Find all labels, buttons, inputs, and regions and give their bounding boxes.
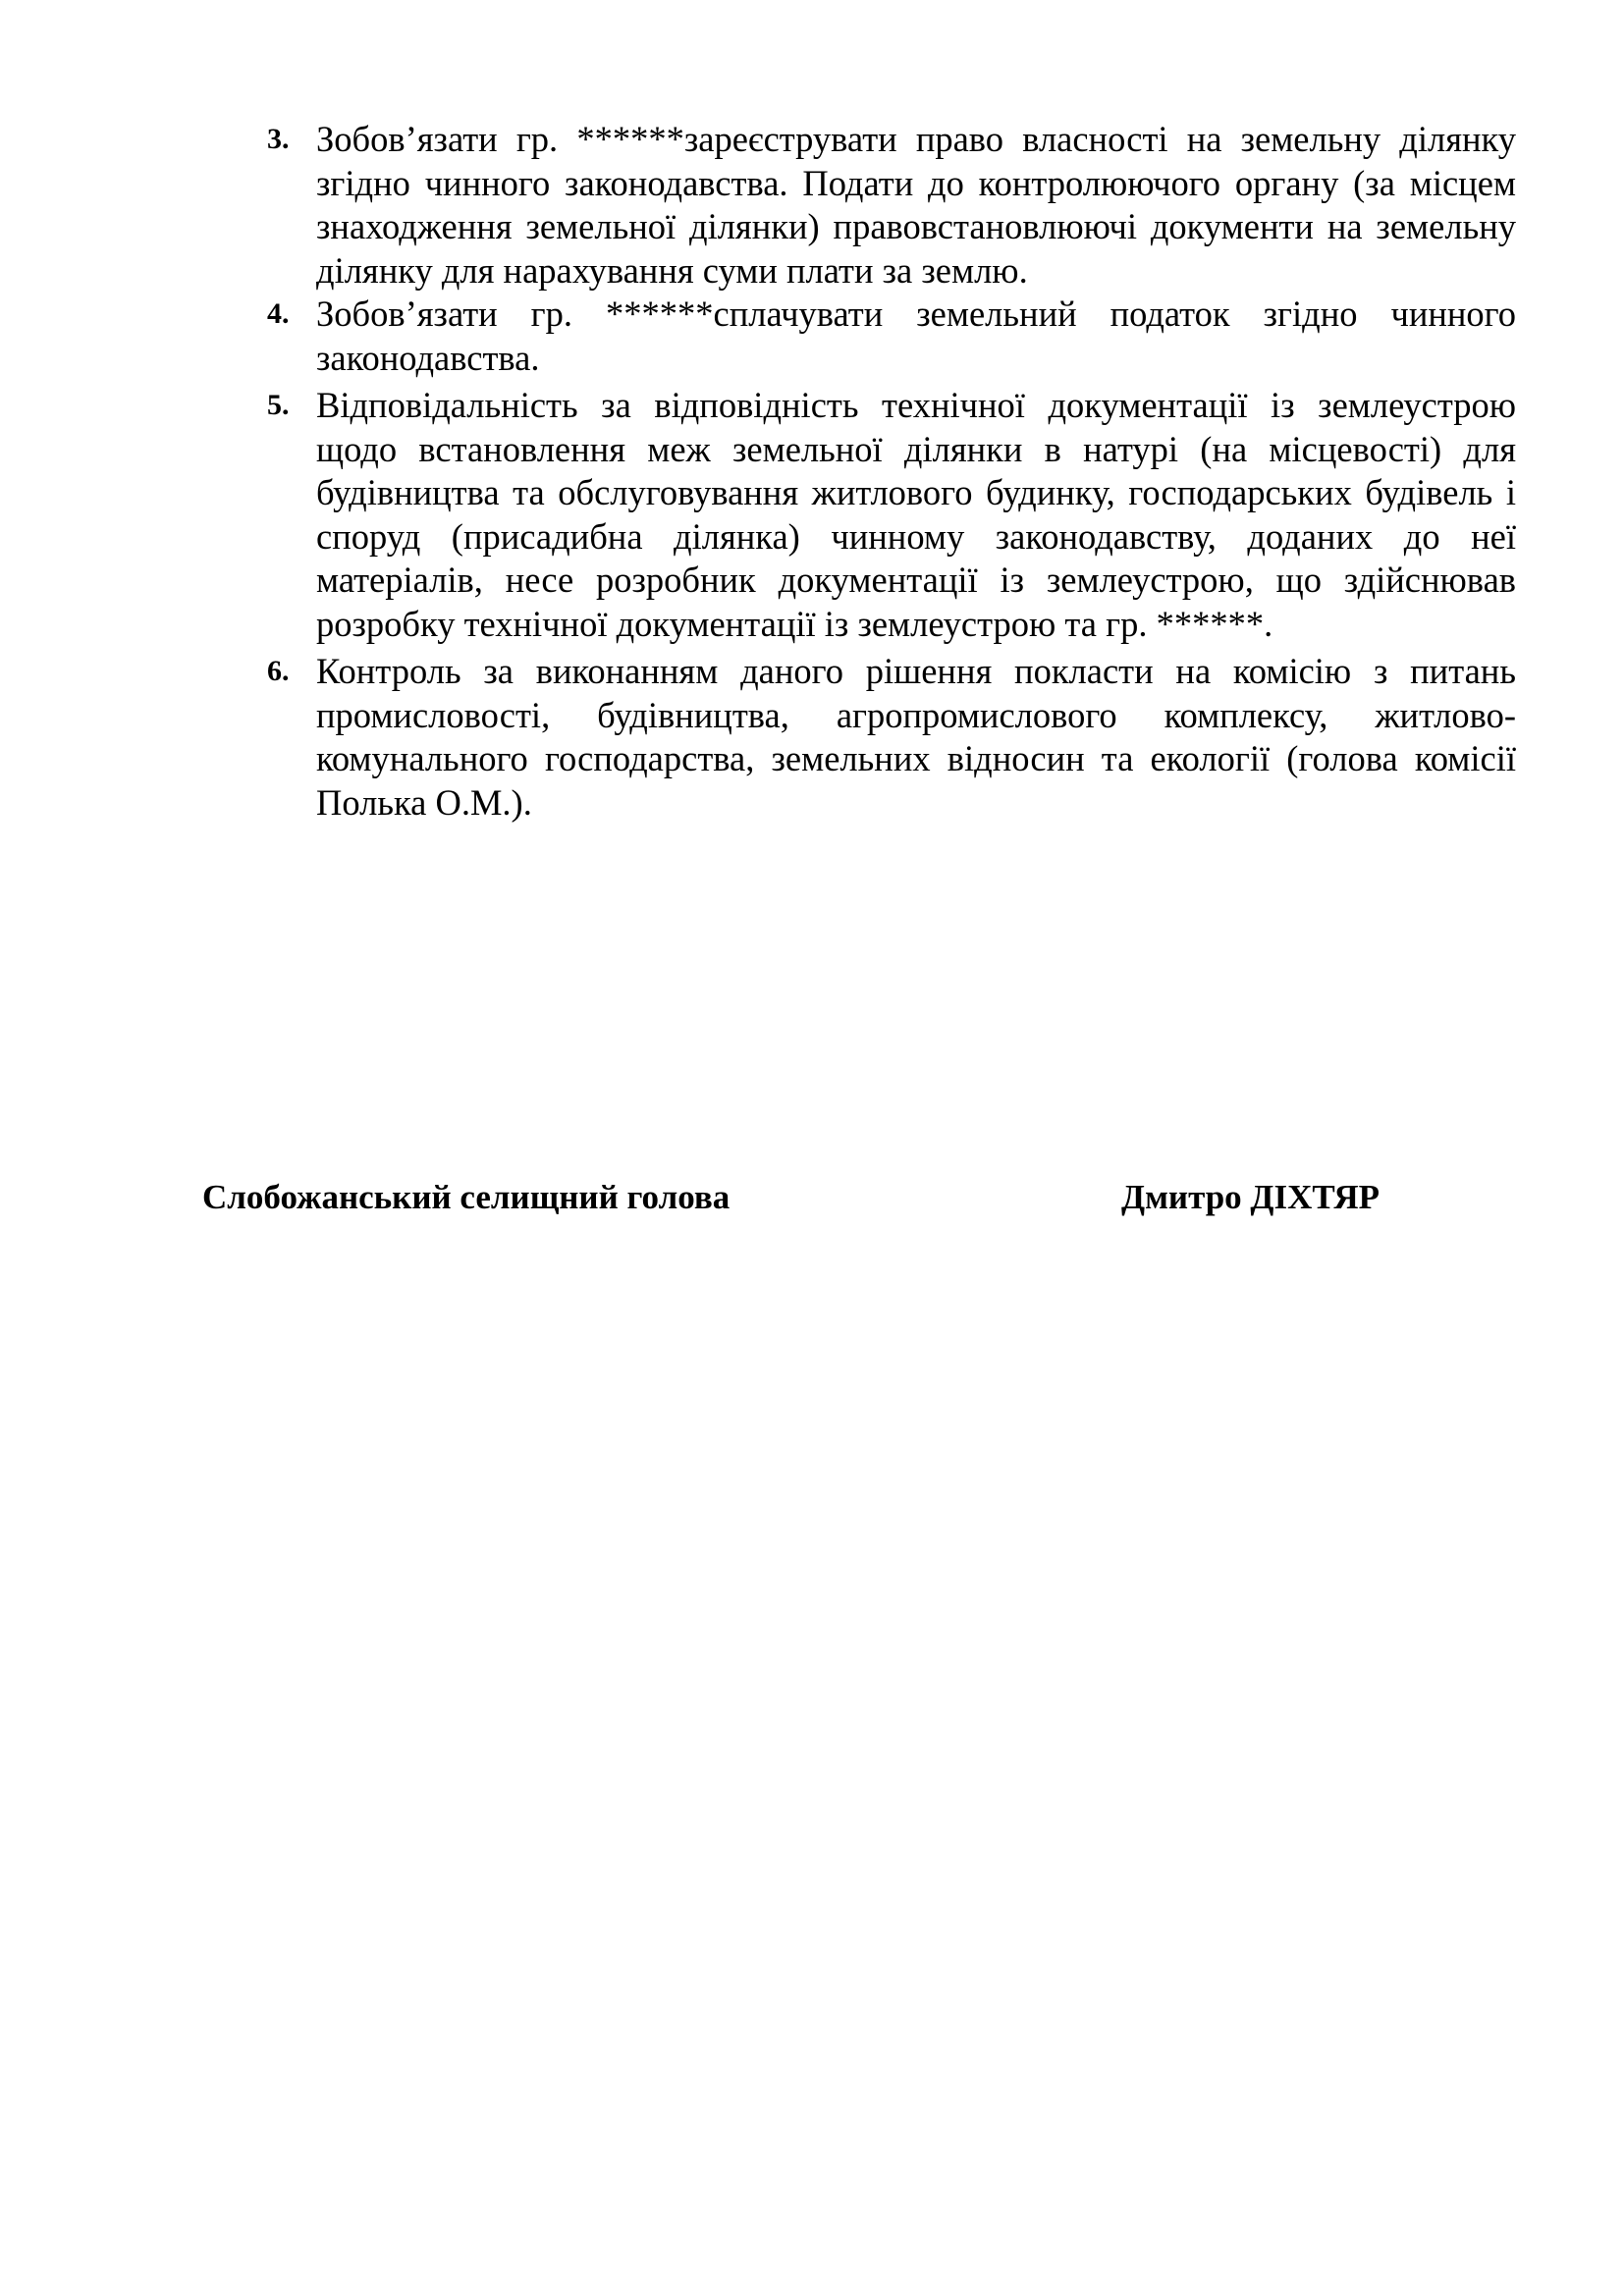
item-number: 4. bbox=[267, 297, 290, 330]
decision-list bbox=[267, 118, 1516, 825]
item-number: 6. bbox=[267, 655, 290, 687]
signature-title: Слобожанський селищний голова bbox=[202, 1178, 731, 1216]
list-item-3 bbox=[267, 118, 1516, 293]
item-text: Зобов’язати гр. ******зареєструвати право власності на земельну ділянку згідно чинного законодавства. Подати до контролюючого органу (за місцем знаходження земельної ділянки) правовстановлюючі документи на земельну ділянку для нарахування суми плати за землю. bbox=[316, 119, 1516, 291]
list-item-5 bbox=[267, 384, 1516, 646]
item-number: 3. bbox=[267, 123, 290, 155]
item-text: Контроль за виконанням даного рішення покласти на комісію з питань промисловості, будівництва, агропромислового комплексу, житлово-комунального господарства, земельних відносин та екології (голова комісії Полька О.М.). bbox=[316, 651, 1516, 823]
item-text: Відповідальність за відповідність технічної документації із землеустрою щодо встановлення меж земельної ділянки в натурі (на місцевості) для будівництва та обслуговування житлового будинку, господарських будівель і споруд (присадибна ділянка) чинному законодавству, доданих до неї матеріалів, несе розробник документації із землеустрою, що здійснював розробку технічної документації із землеустрою та гр. ******. bbox=[316, 385, 1516, 644]
list-item-4 bbox=[267, 293, 1516, 380]
item-text: Зобов’язати гр. ******сплачувати земельний податок згідно чинного законодавства. bbox=[316, 294, 1516, 378]
list-item-6 bbox=[267, 650, 1516, 825]
signature-name: Дмитро ДІХТЯР bbox=[1121, 1178, 1380, 1216]
item-number: 5. bbox=[267, 389, 290, 421]
